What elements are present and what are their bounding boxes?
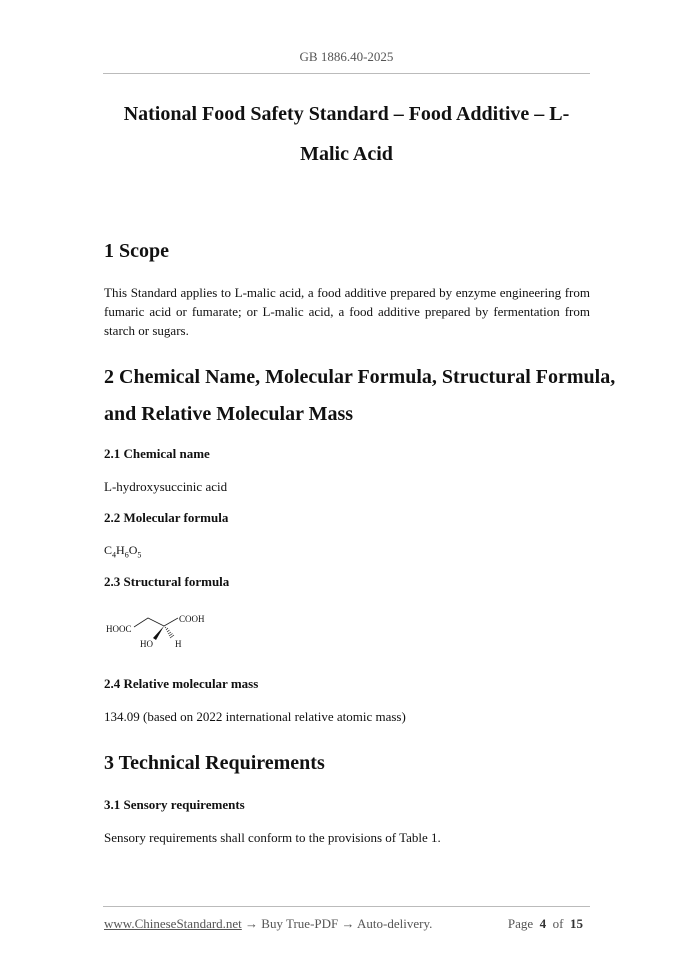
header-rule [103,73,590,74]
section-chem-heading-2: and Relative Molecular Mass [104,403,354,425]
s21-heading: 2.1 Chemical name [104,446,210,461]
page-number: Page 4 of 15 [507,916,583,931]
header-doc-code: GB 1886.40-2025 [299,49,394,64]
page-title: National Food Safety Standard – Food Additive – L-Malic Acid [123,103,570,165]
footer-rule [103,906,590,907]
section-tech-heading: 3 Technical Requirements [104,752,325,774]
s22-heading: 2.2 Molecular formula [104,510,229,525]
section-chem-heading-1: 2 Chemical Name, Molecular Formula, Structural Formula, [104,366,616,388]
section-scope-text: This Standard applies to L-malic acid, a food additive prepared by enzyme engineering from fumaric acid or fumarate; or L-malic acid, a food additive prepared by fermentation from starch or sugars. [104,285,590,338]
s24-text: 134.09 (based on 2022 international relative atomic mass) [104,709,406,724]
s21-text: L-hydroxysuccinic acid [104,479,228,494]
molecular-formula: $C_4H_6O_5$ [104,543,142,560]
structural-formula: HOOC COOH HO H [106,614,205,649]
s31-heading: 3.1 Sensory requirements [104,797,245,812]
footer-link[interactable]: www.ChineseStandard.net [104,916,242,931]
s31-text: Sensory requirements shall conform to the provisions of Table 1. [104,830,441,845]
s23-heading: 2.3 Structural formula [104,574,230,589]
footer-promo: www.ChineseStandard.net → Buy True-PDF → Auto-delivery. [104,916,433,931]
s24-heading: 2.4 Relative molecular mass [104,676,259,691]
section-scope-heading: 1 Scope [104,240,169,262]
